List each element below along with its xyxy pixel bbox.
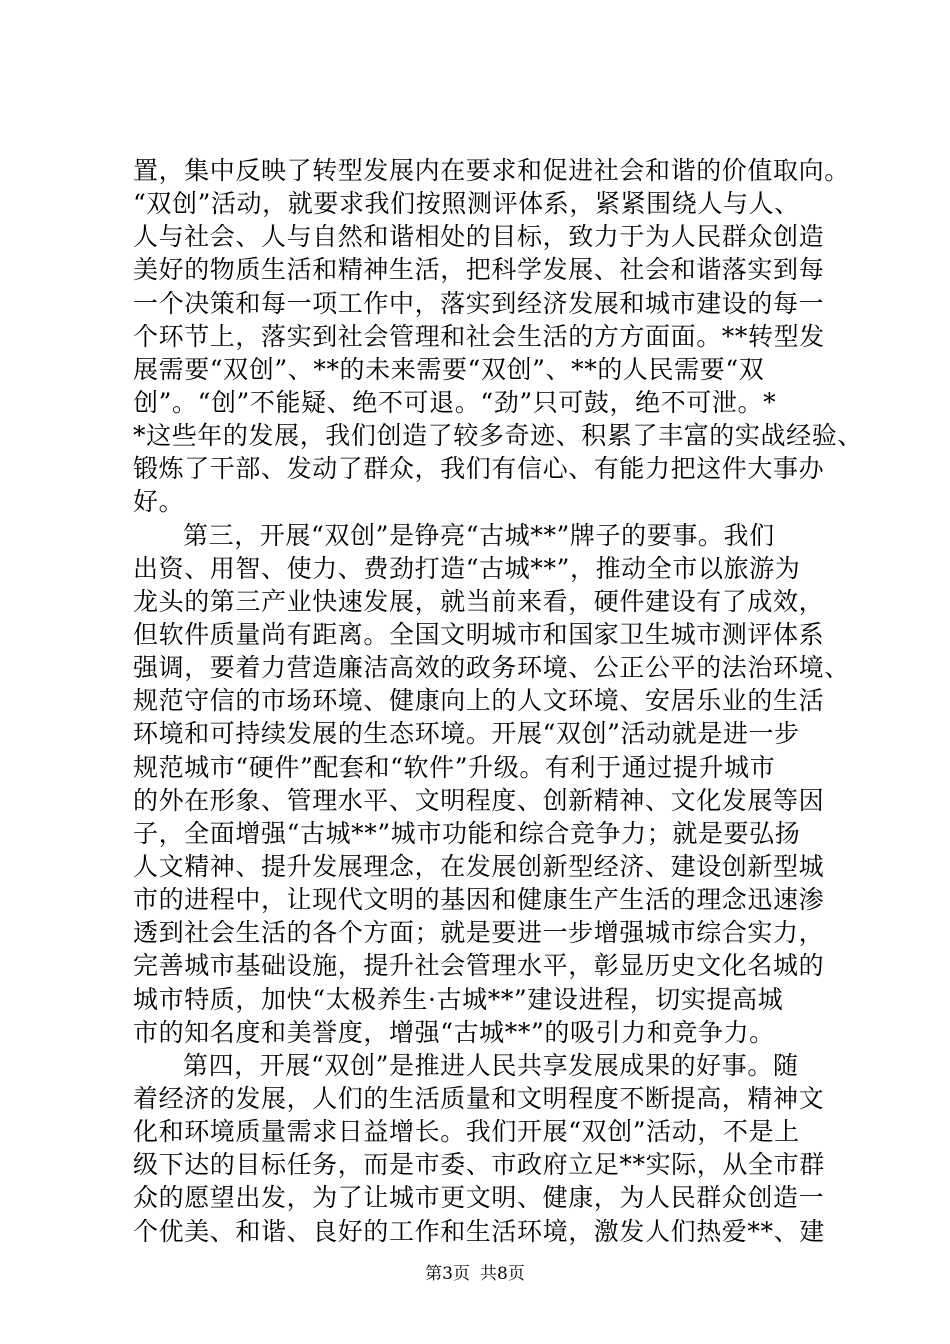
text-line: 的外在形象、管理水平、文明程度、创新精神、文化发展等因 (133, 785, 825, 815)
text-line: 出资、用智、使力、费劲打造“古城**”，推动全市以旅游为 (133, 553, 801, 583)
text-line: 规范城市“硬件”配套和“软件”升级。有利于通过提升城市 (133, 752, 776, 782)
text-line: 规范守信的市场环境、健康向上的人文环境、安居乐业的生活 (133, 686, 825, 716)
text-line: 城市特质，加快“太极养生·古城**”建设进程，切实提高城 (133, 984, 784, 1014)
text-line: 好。 (133, 487, 185, 517)
text-line: “双创”活动，就要求我们按照测评体系，紧紧围绕人与人、 (133, 189, 800, 219)
paragraph-start-line: 第三，开展“双创”是铮亮“古城**”牌子的要事。我们 (183, 520, 775, 550)
text-line: 个环节上，落实到社会管理和社会生活的方方面面。**转型发 (133, 321, 825, 351)
text-line: 人与社会、人与自然和谐相处的目标，致力于为人民群众创造 (133, 222, 825, 252)
text-line: 完善城市基础设施，提升社会管理水平，彰显历史文化名城的 (133, 951, 825, 981)
paragraph-start-line: 第四，开展“双创”是推进人民共享发展成果的好事。随 (183, 1050, 799, 1080)
text-line: 置，集中反映了转型发展内在要求和促进社会和谐的价值取向。 (133, 156, 850, 185)
text-line: 着经济的发展，人们的生活质量和文明程度不断提高，精神文 (133, 1083, 825, 1113)
text-line: 创”。“创”不能疑、绝不可退。“劲”只可鼓，绝不可泄。* (133, 387, 777, 417)
text-line: 人文精神、提升发展理念，在发展创新型经济、建设创新型城 (133, 851, 825, 881)
document-body (133, 154, 863, 1248)
text-line: 级下达的目标任务，而是市委、市政府立足**实际，从全市群 (133, 1150, 825, 1180)
text-line: 但软件质量尚有距离。全国文明城市和国家卫生城市测评体系 (133, 619, 825, 649)
text-line: *这些年的发展，我们创造了较多奇迹、积累了丰富的实战经验、 (133, 421, 863, 451)
text-line: 个优美、和谐、良好的工作和生活环境，激发人们热爱**、建 (133, 1216, 825, 1246)
total-pages: 共8页 (480, 1264, 525, 1284)
text-line: 强调，要着力营造廉洁高效的政务环境、公正公平的法治环境、 (133, 653, 850, 683)
text-line: 众的愿望出发，为了让城市更文明、健康，为人民群众创造一 (133, 1183, 825, 1213)
text-line: 锻炼了干部、发动了群众，我们有信心、有能力把这件大事办 (133, 454, 825, 484)
text-line: 美好的物质生活和精神生活，把科学发展、社会和谐落实到每 (133, 255, 825, 285)
page-footer (0, 1262, 950, 1286)
text-line: 透到社会生活的各个方面；就是要进一步增强城市综合实力， (133, 918, 825, 948)
text-line: 展需要“双创”、**的未来需要“双创”、**的人民需要“双 (133, 354, 765, 384)
text-line: 一个决策和每一项工作中，落实到经济发展和城市建设的每一 (133, 288, 825, 318)
text-line: 市的知名度和美誉度，增强“古城**”的吸引力和竞争力。 (133, 1017, 775, 1047)
text-line: 子，全面增强“古城**”城市功能和综合竞争力；就是要弘扬 (133, 818, 801, 848)
text-line: 化和环境质量需求日益增长。我们开展“双创”活动，不是上 (133, 1117, 800, 1147)
text-line: 市的进程中，让现代文明的基因和健康生产生活的理念迅速渗 (133, 885, 825, 915)
text-line: 龙头的第三产业快速发展，就当前来看，硬件建设有了成效， (133, 586, 825, 616)
text-line: 环境和可持续发展的生态环境。开展“双创”活动就是进一步 (133, 719, 800, 749)
page-number: 第3页 (425, 1264, 470, 1284)
